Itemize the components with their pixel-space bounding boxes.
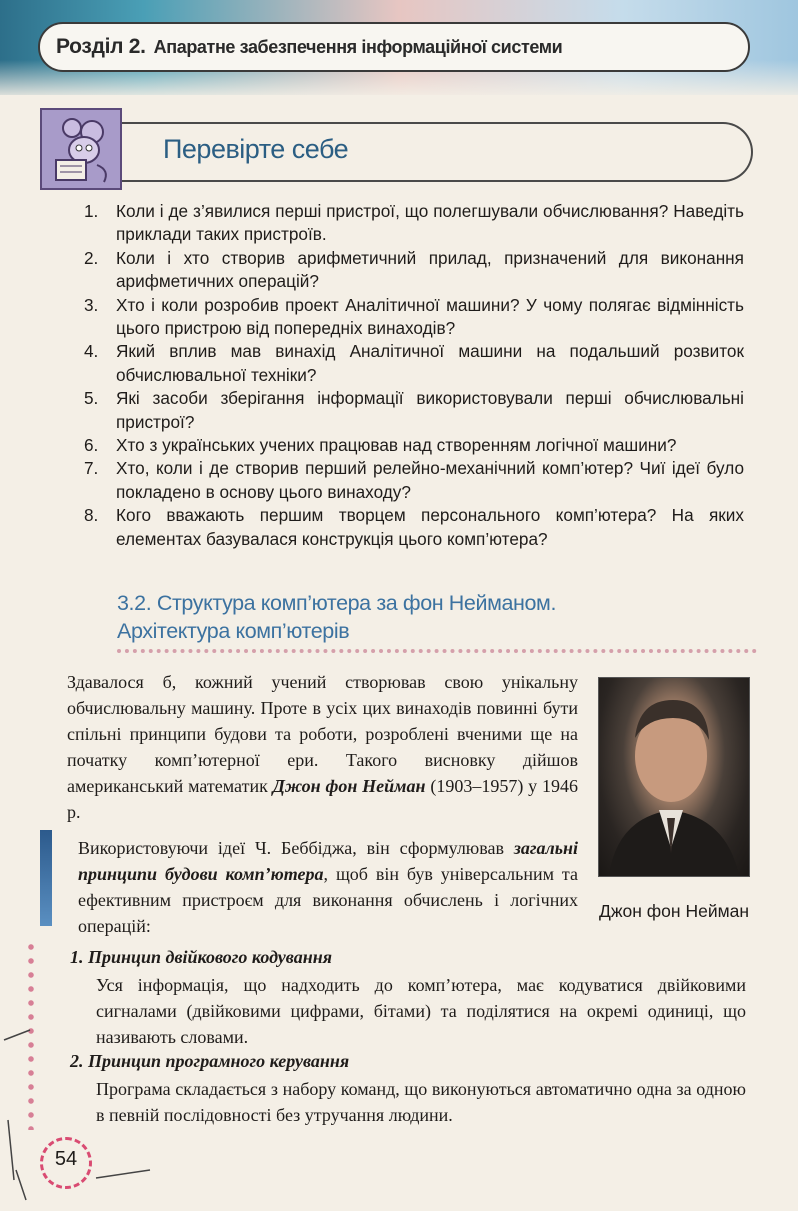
list-item — [84, 434, 744, 457]
list-item — [84, 504, 744, 551]
question-text: Коли і хто створив арифметичний прилад, призначений для виконання арифметичних операцій? — [116, 247, 744, 292]
principles-intro-a: Використовуючи ідеї Ч. Беббіджа, він сформулював — [78, 838, 514, 858]
question-number: 3. — [84, 294, 99, 315]
principles-emphasis: загальні принципи будови комп’ютера — [78, 838, 578, 884]
question-number: 5. — [84, 388, 99, 409]
section-header — [38, 22, 750, 72]
intro-text-b: (1903–1957) у 1946 р. — [67, 776, 578, 822]
photo-caption: Джон фон Нейман — [598, 901, 750, 921]
side-accent-bar — [40, 830, 52, 926]
principle-2-text: Програма складається з набору команд, що виконуються автоматично одна за одною в певній послідовності без утручання людини. — [96, 1079, 746, 1125]
subsection-title-line2: Архітектура комп’ютерів — [117, 619, 350, 643]
list-item — [84, 340, 744, 387]
questions-list — [84, 200, 744, 551]
principle-1-text: Уся інформація, що надходить до комп’ютера, має кодуватися двійковими сигналами (двійковими цифрами, бітами) та поділятися на окремі одиниці, що називають словами. — [96, 975, 746, 1047]
principle-1-title: 1. Принцип двійкового кодування — [70, 947, 332, 967]
von-neumann-portrait — [598, 677, 750, 877]
dotted-divider — [117, 649, 757, 657]
von-neumann-name: Джон фон Нейман — [272, 776, 426, 796]
question-number: 1. — [84, 201, 99, 221]
question-text: Хто, коли і де створив перший релейно-механічний комп’ютер? Чиї ідеї було покладено в основу цього винаходу? — [116, 458, 744, 502]
question-text: Які засоби зберігання інформації використовували перші обчислювальні пристрої? — [116, 388, 744, 432]
question-text: Хто з українських учених працював над створенням логічної машини? — [116, 435, 677, 456]
principles-intro-b: , щоб він був універсальним та ефективним пристроєм для виконання обчислень і логічних операцій: — [78, 864, 579, 936]
intro-text-a: Здавалося б, кожний учений створював свою унікальну обчислювальну машину. Проте в усіх цих винаходів повинні бути спільні принципи будови та роботи, розроблені вченими ще на початку комп’ютерної ери. Такого висновку дійшов американський математик — [67, 672, 578, 796]
question-text: Який вплив мав винахід Аналітичної машини на подальший розвиток обчислювальної техніки? — [116, 341, 744, 385]
intro-paragraph — [67, 669, 578, 825]
question-number: 2. — [84, 247, 99, 268]
question-number: 7. — [84, 458, 99, 479]
question-text: Хто і коли розробив проект Аналітичної машини? У чому полягає відмінність цього пристрою від попередніх винаходів? — [116, 294, 744, 339]
section-title: Апаратне забезпечення інформаційної системи — [153, 36, 563, 57]
list-item — [84, 294, 744, 341]
question-text: Коли і де з’явилися перші пристрої, що полегшували обчислювання? Наведіть приклади таких пристроїв. — [116, 201, 744, 245]
mouse-mascot-icon — [40, 108, 122, 190]
question-number: 4. — [84, 341, 99, 362]
principle-2-title: 2. Принцип програмного керування — [70, 1051, 350, 1071]
page-number: 54 — [54, 1148, 78, 1170]
list-item — [84, 387, 744, 434]
question-text: Кого вважають першим творцем персонального комп’ютера? На яких елементах базувалася конструкція цього комп’ютера? — [116, 505, 744, 549]
question-number: 6. — [84, 435, 99, 456]
question-number: 8. — [84, 505, 99, 526]
principles-intro-paragraph — [78, 835, 578, 939]
list-item — [84, 200, 744, 247]
check-yourself-title: Перевірте себе — [163, 134, 349, 164]
list-item — [84, 247, 744, 294]
list-item — [84, 457, 744, 504]
subsection-title — [117, 589, 677, 645]
subsection-title-line1: 3.2. Структура комп’ютера за фон Нейманом. — [117, 591, 557, 615]
section-label: Розділ 2. — [56, 35, 146, 58]
